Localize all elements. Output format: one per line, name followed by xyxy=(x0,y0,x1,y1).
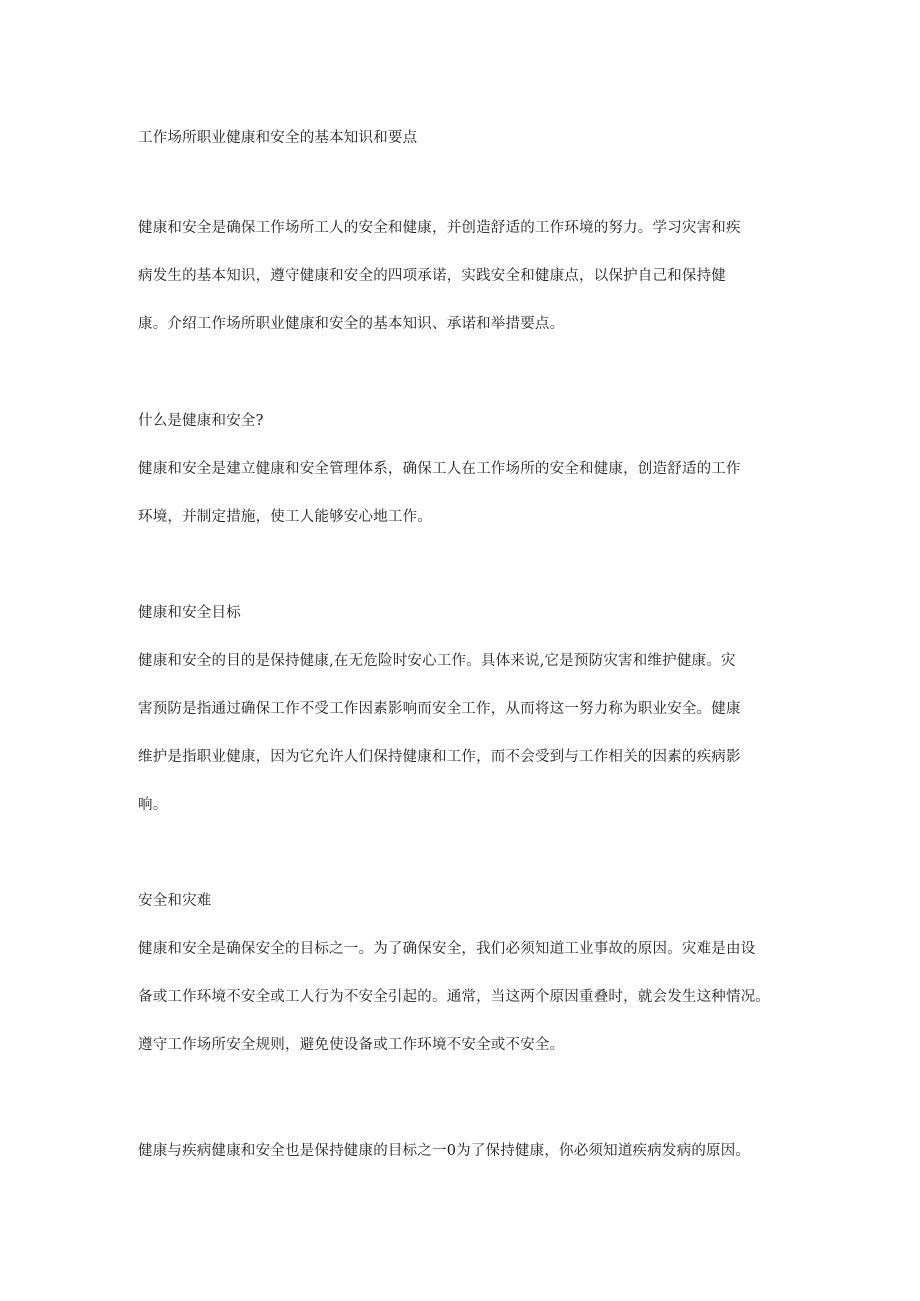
section-heading-goals: 健康和安全目标 xyxy=(138,605,241,621)
section-what-is-line-1: 健康和安全是建立健康和安全管理体系，确保工人在工作场所的安全和健康，创造舒适的工作 xyxy=(138,461,741,477)
intro-line-2: 病发生的基本知识，遵守健康和安全的四项承诺，实践安全和健康点，以保护自己和保持健 xyxy=(138,268,726,284)
section-heading-what-is: 什么是健康和安全? xyxy=(138,413,264,429)
intro-line-3: 康。介绍工作场所职业健康和安全的基本知识、承诺和举措要点。 xyxy=(138,316,565,332)
section-heading-safety-disaster: 安全和灾难 xyxy=(138,893,212,909)
section-goals-line-4: 响。 xyxy=(138,797,168,813)
section-goals-line-1: 健康和安全的目的是保持健康,在无危险时安心工作。具体来说,它是预防灾害和维护健康。灾 xyxy=(138,653,736,669)
intro-line-1: 健康和安全是确保工作场所工人的安全和健康，并创造舒适的工作环境的努力。学习灾害和疾 xyxy=(138,220,741,236)
section-safety-line-3: 遵守工作场所安全规则，避免使设备或工作环境不安全或不安全。 xyxy=(138,1037,565,1053)
document-title: 工作场所职业健康和安全的基本知识和要点 xyxy=(138,130,418,146)
section-goals-line-3: 维护是指职业健康，因为它允许人们保持健康和工作，而不会受到与工作相关的因素的疾病影 xyxy=(138,749,741,765)
closing-line: 健康与疾病健康和安全也是保持健康的目标之一0为了保持健康，你必须知道疾病发病的原因。 xyxy=(138,1143,751,1159)
section-safety-line-2: 备或工作环境不安全或工人行为不安全引起的。通常，当这两个原因重叠时，就会发生这种情况。 xyxy=(138,989,771,1005)
section-what-is-line-2: 环境，并制定措施，使工人能够安心地工作。 xyxy=(138,509,432,525)
section-goals-line-2: 害预防是指通过确保工作不受工作因素影响而安全工作，从而将这一努力称为职业安全。健康 xyxy=(138,701,741,717)
section-safety-line-1: 健康和安全是确保安全的目标之一。为了确保安全，我们必须知道工业事故的原因。灾难是由设 xyxy=(138,941,756,957)
